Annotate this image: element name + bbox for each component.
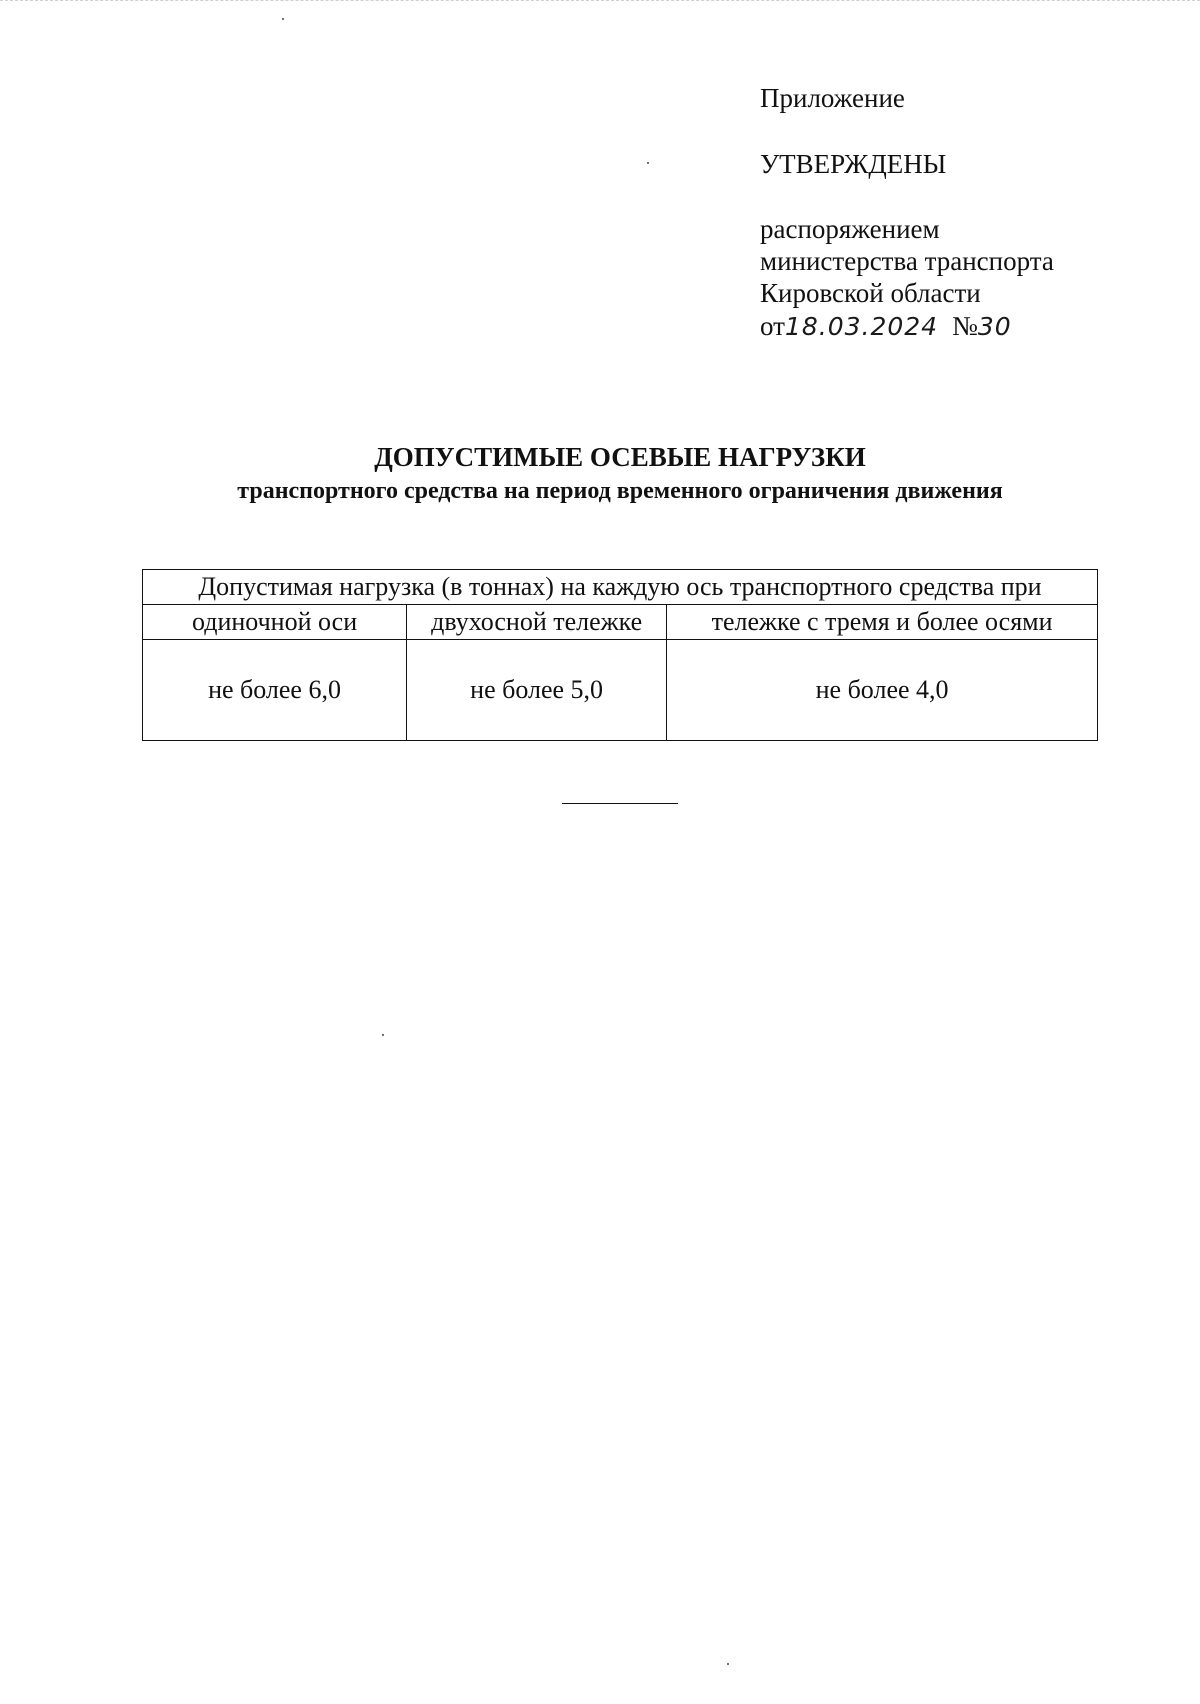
ministry-label: министерства транспорта [760,246,1054,276]
scan-top-edge [0,0,1200,4]
approved-label: УТВЕРЖДЕНЫ [760,149,947,179]
column-three-axle-bogie: тележке с тремя и более осями [667,605,1098,640]
document-title [0,440,1200,508]
table-header-row [143,570,1098,605]
value-three-axle-bogie: не более 4,0 [667,640,1098,741]
handwritten-number: 30 [977,312,1012,341]
value-single-axle: не более 6,0 [143,640,407,741]
scan-speck [647,162,649,164]
appendix-label: Приложение [760,83,905,113]
table-value-row [143,640,1098,741]
scan-speck [382,1034,384,1036]
table-column-row [143,605,1098,640]
order-label: распоряжением [760,214,940,244]
scan-speck [282,18,284,20]
value-two-axle-bogie: не более 5,0 [407,640,667,741]
handwritten-date: 18.03.2024 [784,312,939,341]
title-main: ДОПУСТИМЫЕ ОСЕВЫЕ НАГРУЗКИ [374,442,866,472]
table-header-cell: Допустимая нагрузка (в тоннах) на каждую ось транспортного средства при [143,570,1098,605]
axle-load-table [142,569,1098,741]
date-prefix: от [760,311,785,341]
end-divider [562,803,678,804]
date-line [760,310,1012,343]
number-sign: № [952,311,978,341]
column-single-axle: одиночной оси [143,605,407,640]
column-two-axle-bogie: двухосной тележке [407,605,667,640]
title-subtitle: транспортного средства на период временного ограничения движения [237,478,1003,504]
scan-speck [727,1663,729,1665]
region-label: Кировской области [760,278,981,308]
